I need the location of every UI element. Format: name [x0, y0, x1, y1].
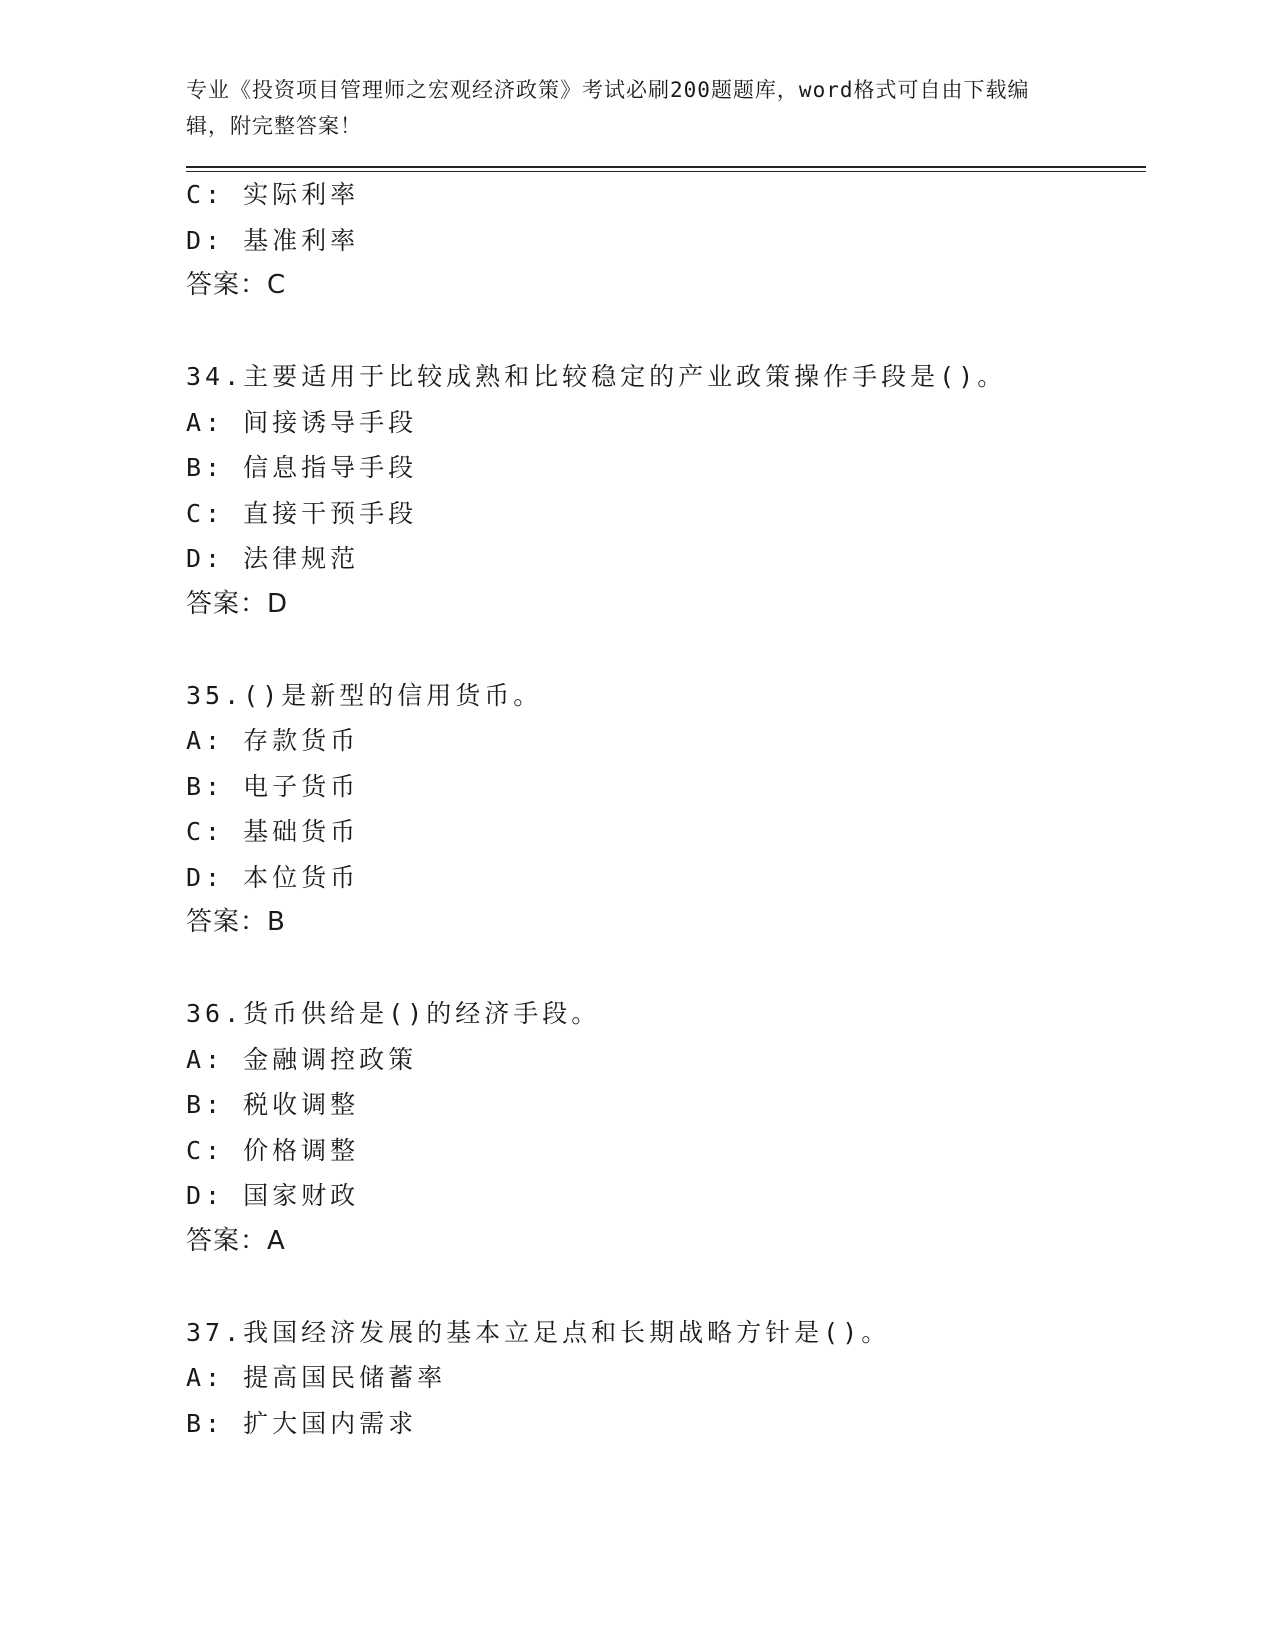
option-d: D: 本位货币 [186, 862, 360, 892]
option-a: A: 提高国民储蓄率 [186, 1363, 447, 1392]
header-divider [186, 166, 1146, 168]
option-c: C: 实际利率 [186, 180, 360, 209]
answer-line: 答案：D [186, 588, 289, 619]
document-page [186, 72, 1146, 1446]
option-b: B: 税收调整 [186, 1090, 360, 1119]
question-stem-34: 34.主要适用于比较成熟和比较稳定的产业政策操作手段是()。 [186, 362, 1007, 391]
question-stem-36: 36.货币供给是()的经济手段。 [186, 999, 601, 1028]
option-b: B: 信息指导手段 [186, 453, 418, 482]
document-header: 专业《投资项目管理师之宏观经济政策》考试必刷200题题库，word格式可自由下载编辑，附完整答案！ [186, 78, 1030, 138]
option-b: B: 扩大国内需求 [186, 1408, 418, 1438]
option-d: D: 基准利率 [186, 225, 360, 255]
question-stem-35: 35.()是新型的信用货币。 [186, 680, 543, 710]
option-b: B: 电子货币 [186, 771, 360, 801]
answer-line: 答案：A [186, 1225, 286, 1256]
option-d: D: 法律规范 [186, 544, 360, 573]
answer-line: 答案：B [186, 907, 286, 937]
option-c: C: 基础货币 [186, 817, 360, 846]
question-list [186, 172, 1146, 1446]
option-c: C: 直接干预手段 [186, 498, 418, 528]
option-a: A: 金融调控政策 [186, 1044, 418, 1074]
option-a: A: 存款货币 [186, 726, 360, 755]
question-stem-37: 37.我国经济发展的基本立足点和长期战略方针是()。 [186, 1317, 891, 1347]
option-d: D: 国家财政 [186, 1181, 360, 1210]
option-c: C: 价格调整 [186, 1135, 360, 1165]
answer-line: 答案：C [186, 270, 287, 300]
option-a: A: 间接诱导手段 [186, 407, 418, 437]
